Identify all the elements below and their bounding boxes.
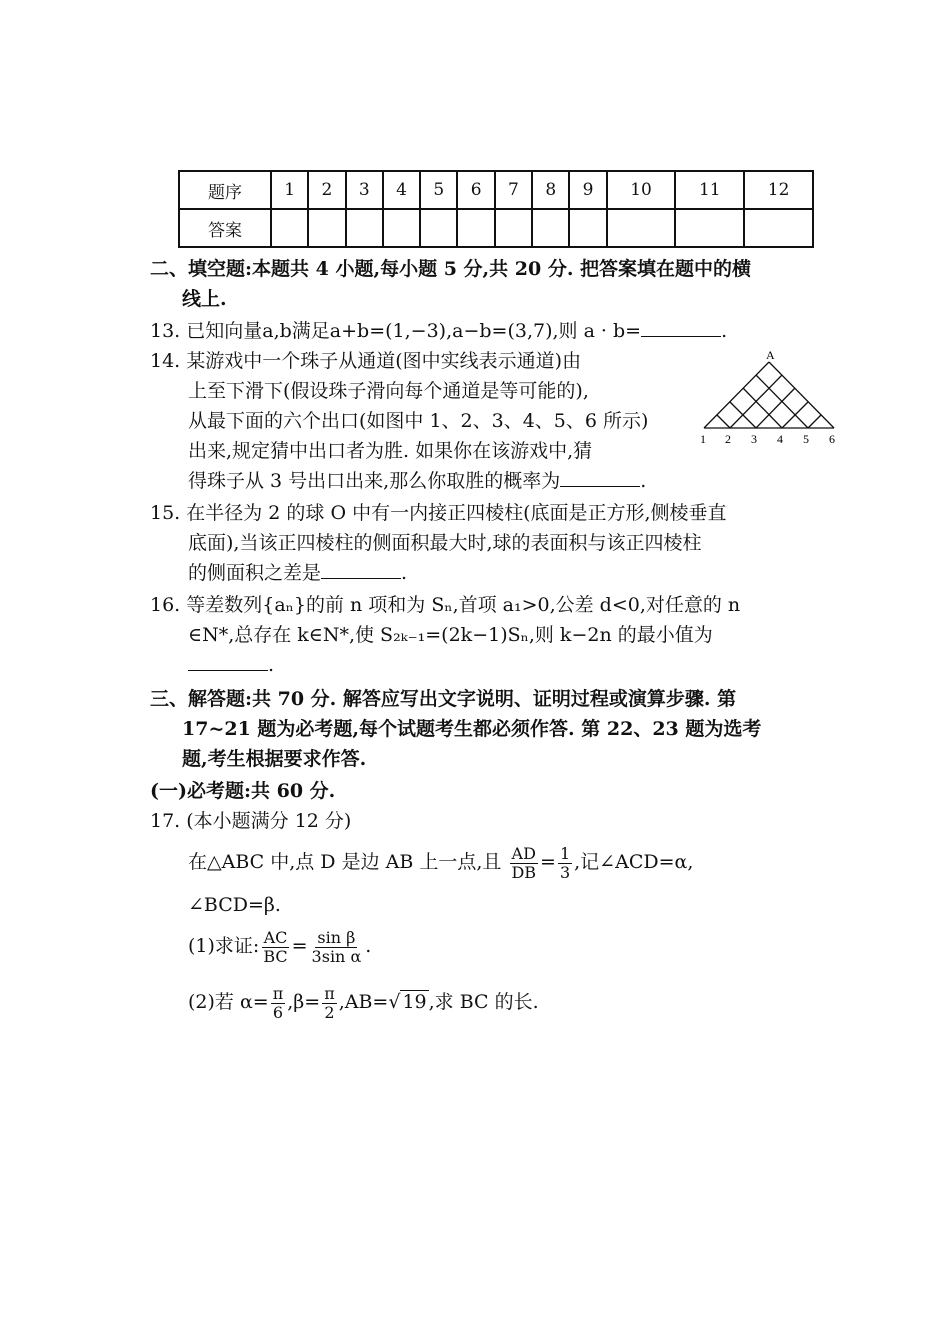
q15-line3 (188, 560, 407, 586)
fraction-denominator: 3sin α (311, 946, 362, 966)
answer-table-answer-row (179, 209, 813, 247)
q16-line3 (188, 652, 274, 678)
q17-header: 17. (本小题满分 12 分) (150, 810, 352, 832)
exit-label-1: 1 (700, 432, 706, 446)
fraction-denominator: DB (511, 862, 537, 882)
sqrt-argument: 19 (402, 991, 427, 1013)
part2-ab: ,AB=√ (338, 991, 401, 1013)
q14-line5 (188, 468, 646, 494)
equals-sign: = (291, 935, 308, 957)
answer-cell[interactable] (308, 209, 345, 247)
fraction-numerator: AC (263, 927, 288, 947)
fraction-ac-bc (261, 929, 289, 966)
section2-title-line2: 线上. (182, 288, 227, 310)
question-number-4: 4 (383, 171, 420, 209)
fraction-denominator: 2 (324, 1002, 335, 1022)
diagram-exit-labels (700, 432, 835, 446)
equals-sign: = (540, 851, 556, 873)
q15-line1: 15. 在半径为 2 的球 O 中有一内接正四棱柱(底面是正方形,侧棱垂直 (150, 502, 727, 524)
answer-cell[interactable] (569, 209, 606, 247)
table-row-label: 答案 (179, 209, 271, 247)
answer-cell[interactable] (675, 209, 744, 247)
exit-label-2: 2 (725, 432, 731, 446)
question-number-2: 2 (308, 171, 345, 209)
fraction-denominator: 3 (559, 862, 571, 882)
question-number-11: 11 (675, 171, 744, 209)
question-number-9: 9 (569, 171, 606, 209)
section2-title-line1: 二、填空题:本题共 4 小题,每小题 5 分,共 20 分. 把答案填在题中的横 (150, 258, 752, 280)
part2-beta: ,β= (287, 991, 321, 1013)
fraction-numerator: AD (511, 843, 536, 863)
bead-channel-diagram (696, 348, 844, 448)
question-number-7: 7 (495, 171, 532, 209)
answer-cell[interactable] (457, 209, 494, 247)
q14-text: 得珠子从 3 号出口出来,那么你取胜的概率为 (188, 470, 561, 492)
q17-intro-text: 在△ABC 中,点 D 是边 AB 上一点,且 (188, 851, 502, 873)
answer-cell[interactable] (607, 209, 676, 247)
question-number-10: 10 (607, 171, 676, 209)
table-header-label: 题序 (179, 171, 271, 209)
fraction-numerator: π (272, 983, 284, 1003)
q15-answer-blank[interactable] (321, 560, 401, 579)
answer-cell[interactable] (346, 209, 383, 247)
section3-title-line1: 三、解答题:共 70 分. 解答应写出文字说明、证明过程或演算步骤. 第 (150, 688, 737, 710)
answer-table-header-row (179, 171, 813, 209)
q17-part1 (188, 926, 371, 966)
fraction-one-third (558, 845, 572, 882)
part1-label: (1)求证: (188, 935, 260, 957)
q13-end: . (721, 320, 728, 342)
q13 (150, 318, 727, 344)
exit-label-3: 3 (751, 432, 757, 446)
q14-line2: 上至下滑下(假设珠子滑向每个通道是等可能的), (188, 380, 589, 402)
q16-end: . (268, 654, 275, 676)
question-number-5: 5 (420, 171, 457, 209)
q14-end: . (640, 470, 647, 492)
section3-title-line2: 17~21 题为必考题,每个试题考生都必须作答. 第 22、23 题为选考 (182, 718, 762, 740)
fraction-numerator: π (324, 983, 335, 1003)
q14-line3: 从最下面的六个出口(如图中 1、2、3、4、5、6 所示) (188, 410, 649, 432)
answer-cell[interactable] (532, 209, 569, 247)
exit-label-6: 6 (829, 432, 835, 446)
fraction-numerator: sin β (317, 927, 356, 947)
answer-cell[interactable] (271, 209, 308, 247)
fraction-sin-ratio (310, 929, 364, 966)
part2-tail: ,求 BC 的长. (428, 991, 539, 1013)
fraction-denominator: 6 (272, 1002, 284, 1022)
part2-prefix: (2)若 α= (188, 991, 269, 1013)
answer-cell[interactable] (383, 209, 420, 247)
exit-label-5: 5 (803, 432, 809, 446)
fraction-numerator: 1 (559, 843, 571, 863)
diagram-channels (704, 362, 834, 428)
question-number-6: 6 (457, 171, 494, 209)
q17-part2 (188, 982, 539, 1022)
question-number-3: 3 (346, 171, 383, 209)
answer-cell[interactable] (495, 209, 532, 247)
fraction-ad-db (509, 845, 538, 882)
question-number-12: 12 (744, 171, 813, 209)
answer-cell[interactable] (744, 209, 813, 247)
q14-line4: 出来,规定猜中出口者为胜. 如果你在该游戏中,猜 (188, 440, 593, 462)
q16-answer-blank[interactable] (188, 652, 268, 671)
q17-intro (188, 842, 693, 882)
question-number-8: 8 (532, 171, 569, 209)
q14-answer-blank[interactable] (560, 468, 640, 487)
q17-angle-definition: ∠BCD=β. (188, 894, 281, 916)
q14-line1: 14. 某游戏中一个珠子从通道(图中实线表示通道)由 (150, 350, 582, 372)
q15-text: 的侧面积之差是 (188, 562, 322, 584)
q13-text: 13. 已知向量a,b满足a+b=(1,−3),a−b=(3,7),则 a · b= (150, 320, 642, 342)
section3-title-line3: 题,考生根据要求作答. (182, 748, 367, 770)
question-number-1: 1 (271, 171, 308, 209)
q15-end: . (401, 562, 408, 584)
q17-intro-tail: ,记∠ACD=α, (574, 851, 694, 873)
part1-end: . (365, 935, 372, 957)
q13-answer-blank[interactable] (641, 318, 721, 337)
fraction-denominator: BC (263, 946, 288, 966)
q15-line2: 底面),当该正四棱柱的侧面积最大时,球的表面积与该正四棱柱 (188, 532, 702, 554)
required-section-title: (一)必考题:共 60 分. (150, 780, 336, 802)
fraction-pi-over-2 (322, 985, 337, 1022)
exit-label-4: 4 (777, 432, 783, 446)
q16-line1: 16. 等差数列{aₙ}的前 n 项和为 Sₙ,首项 a₁>0,公差 d<0,对任意的 n (150, 594, 741, 616)
q16-line2: ∈N*,总存在 k∈N*,使 S₂ₖ₋₁=(2k−1)Sₙ,则 k−2n 的最小值为 (188, 624, 713, 646)
answer-cell[interactable] (420, 209, 457, 247)
answer-table (178, 170, 814, 248)
diagram-apex-label: A (766, 348, 775, 362)
fraction-pi-over-6 (271, 985, 286, 1022)
